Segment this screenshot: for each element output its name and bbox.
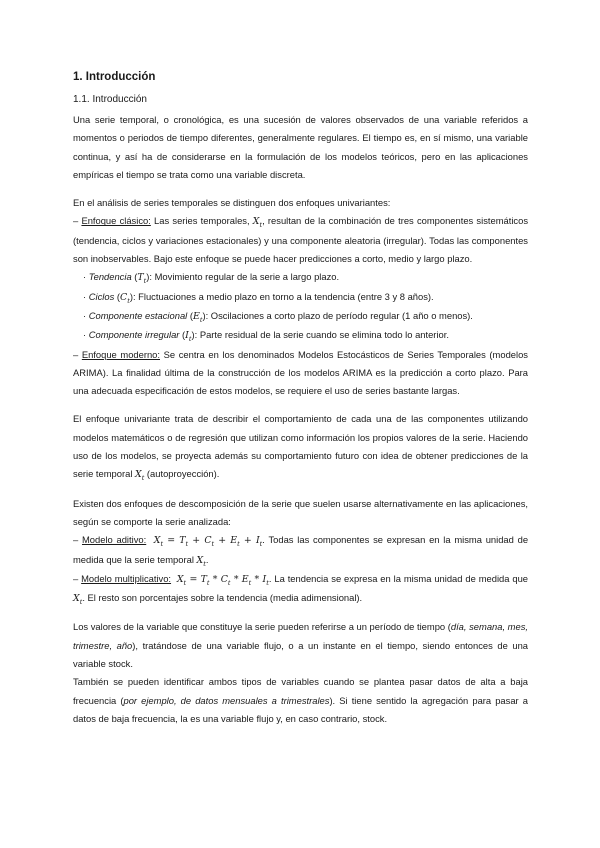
additive-model-label: Modelo aditivo:	[81, 534, 147, 546]
paragraph-univariate: El enfoque univariante trata de describir el comportamiento de cada una de las componentes utilizando modelos matemáticos o de regresión que utilizan como información los propios valores de la serie. Haciendo uso de los modelos, se proyecta además su comportamiento futuro con idea de obtener predicciones de la serie temporal $X_t$ (autoproyección).	[73, 413, 528, 483]
subsection-heading: 1.1. Introducción	[73, 94, 147, 105]
paragraph-approaches-intro: En el análisis de series temporales se distinguen dos enfoques univariantes:	[73, 197, 391, 209]
classic-approach-label: Enfoque clásico:	[81, 215, 151, 227]
paragraph-flow-variable: Los valores de la variable que constituye la serie pueden referirse a un período de tiempo (día, semana, mes, trimestre, año), tratándose de una variable flujo, o a un instante en el tiempo, siendo entonces de una variable stock.	[73, 621, 529, 670]
additive-formula: $X_t = T_t + C_t + E_t + I_t$	[153, 535, 263, 549]
series-variable: $X_t$	[252, 216, 263, 230]
paragraph-additive-model: – Modelo aditivo: $X_t = T_t + C_t + E_t + I_t$. Todas las componentes se expresan en la misma unidad de medida que la serie temporal $X_t$.	[73, 534, 529, 568]
paragraph-decomposition-intro: Existen dos enfoques de descomposición de la serie que suelen usarse alternativamente en las aplicaciones, según se comporte la serie analizada:	[73, 497, 528, 527]
multiplicative-formula: $X_t = T_t * C_t * E_t * I_t$	[176, 573, 269, 587]
paragraph-modern-approach: – Enfoque moderno: Se centra en los denominados Modelos Estocásticos de Series Temporales (modelos ARIMA). La finalidad última de la construcción de los modelos ARIMA es la predicción a corto plazo. Para una adecuada especificación de estos modelos, se requiere el uso de series bastante largas.	[73, 348, 528, 397]
paragraph-classic-approach: – Enfoque clásico: Las series temporales, $X_t$, resultan de la combinación de tres componentes sistemáticos (tendencia, ciclos y variaciones estacionales) y una componente aleatoria (irregular). Todas las componentes son inobservables. Bajo este enfoque se puede hacer predicciones a corto, medio y largo plazo.	[73, 215, 529, 265]
section-heading: 1. Introducción	[73, 71, 156, 83]
component-trend: · Tendencia $(T_t)$: Movimiento regular de la serie a largo plazo.	[83, 271, 340, 286]
multiplicative-model-label: Modelo multiplicativo:	[81, 572, 172, 584]
modern-approach-label: Enfoque moderno:	[81, 348, 160, 360]
paragraph-stock-variable: También se pueden identificar ambos tipos de variables cuando se plantea pasar datos de alta a baja frecuencia (por ejemplo, de datos mensuales a trimestrales). Si tiene sentido la agregación para pasar a datos de baja frecuencia, la es una variable flujo y, en caso contrario, stock.	[73, 676, 528, 724]
paragraph-definition: Una serie temporal, o cronológica, es una sucesión de valores observados de una variable referidos a momentos o periodos de tiempo diferentes, generalmente regulares. El tiempo es, en sí mismo, una variable continua, y así ha de considerarse en la formulación de los modelos teóricos, pero en las aplicaciones empíricas el tiempo se trata como una variable discreta.	[73, 114, 528, 180]
paragraph-multiplicative-model: – Modelo multiplicativo: $X_t = T_t * C_t * E_t * I_t$. La tendencia se expresa en la misma unidad de medida que $X_t$. El resto son porcentajes sobre la tendencia (media adimensional).	[73, 572, 529, 606]
component-seasonal: · Componente estacional $(E_t)$: Oscilaciones a corto plazo de período regular (1 año o menos).	[83, 309, 473, 324]
component-irregular: · Componente irregular $(I_t)$: Parte residual de la serie cuando se elimina todo lo anterior.	[83, 329, 449, 344]
component-cycles: · Ciclos $(C_t)$: Fluctuaciones a medio plazo en torno a la tendencia (entre 3 y 8 años).	[83, 290, 434, 305]
